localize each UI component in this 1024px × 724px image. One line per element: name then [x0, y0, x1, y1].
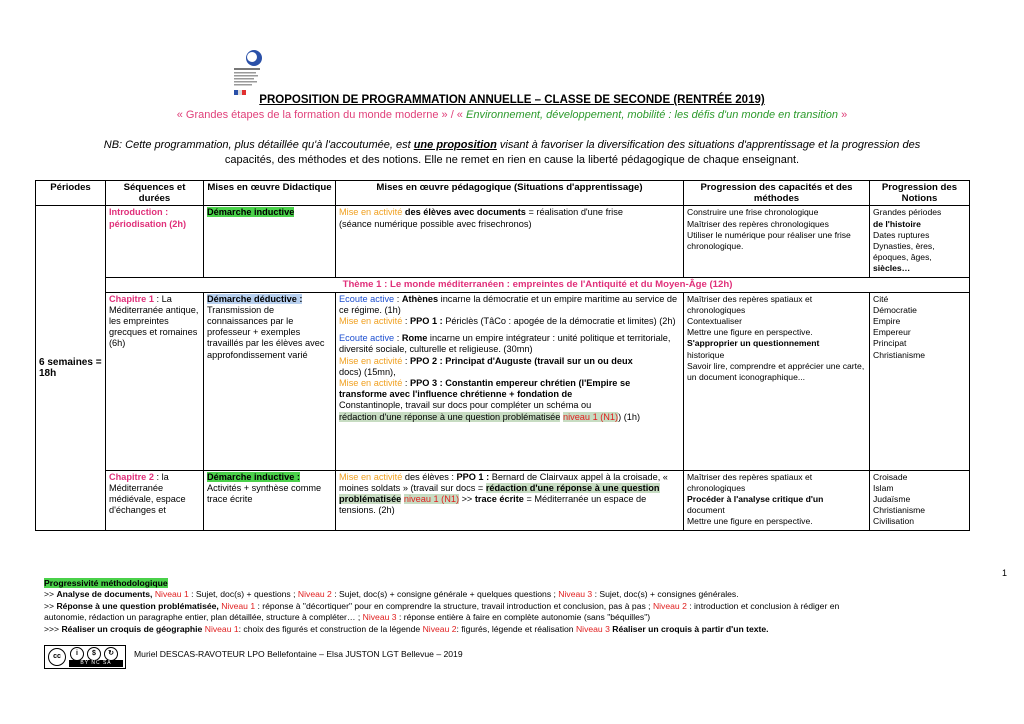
notion-item: Civilisation	[873, 516, 915, 527]
didactic-badge: Démarche déductive :	[207, 293, 303, 304]
table-row	[36, 292, 970, 470]
notion-item: de l'histoire	[873, 218, 921, 229]
capacity-item: Mettre une figure en perspective.	[687, 516, 813, 527]
ped-text: ) (1h)	[618, 411, 641, 422]
capacity-item: Savoir lire, comprendre et apprécier une carte, un document iconographique...	[687, 360, 865, 383]
footer-text: : réponse à "décortiquer" pour en comprendre la structure, travail introduction et conclusion, pas à pas ;	[255, 600, 653, 611]
ped-rest: = réalisation d'une frise	[525, 207, 623, 218]
chap1-capacities	[684, 292, 870, 470]
activity-label: Mise en activité	[339, 471, 403, 482]
didactic-text: Activités + synthèse comme trace écrite	[207, 482, 322, 505]
notion-item: Principat	[873, 338, 907, 349]
page-title: PROPOSITION DE PROGRAMMATION ANNUELLE – CLASSE DE SECONDE (RENTRÉE 2019)	[259, 94, 765, 106]
bullet: >>>	[44, 623, 62, 634]
footer-text: : Sujet, doc(s) + consigne générale + quelques questions ;	[331, 589, 559, 600]
intro-didactic	[204, 206, 336, 278]
notion-item: Empereur	[873, 327, 911, 338]
header-notions: Progression des Notions	[870, 181, 970, 206]
capacity-item: Construire une frise chronologique	[687, 207, 819, 218]
subtitle-history: « Grandes étapes de la formation du monde moderne » / «	[176, 109, 463, 121]
chap2-sequence	[106, 470, 204, 530]
ped-text: incarne un empire intégrateur : unité politique et territoriale, diversité sociale, culturelle et religieuse. (30mn)	[339, 333, 671, 355]
ped-text: Constantinople, travail sur docs pour compléter un schéma ou	[339, 400, 592, 411]
level-label: Niveau 2	[652, 600, 687, 611]
footer-line	[44, 624, 974, 635]
ped-text: Bernard de Clairvaux appel à la croisade, « moines soldats » (travail sur docs =	[339, 471, 668, 493]
level-label: niveau 1 (N1)	[562, 411, 619, 422]
didactic-badge: Démarche inductive :	[207, 471, 300, 482]
level-label: Niveau 3	[362, 612, 397, 623]
capacity-item: Procéder à l'analyse critique d'un	[687, 494, 824, 505]
theme-title: Thème 1 : Le monde méditerranéen : empreintes de l'Antiquité et du Moyen-Âge (12h)	[106, 278, 970, 292]
notion-item: Cité	[873, 293, 889, 304]
methodology-footer	[44, 578, 974, 635]
chapter-label: Chapitre 1	[109, 293, 154, 304]
capacity-item: document	[687, 505, 725, 516]
ped-bold: Athènes	[401, 293, 439, 304]
footer-text: : introduction et conclusion à rédiger en	[686, 600, 840, 611]
activity-label: Mise en activité	[339, 316, 403, 327]
chap2-didactic	[204, 470, 336, 530]
highlight-text: rédaction d'une réponse à une question problématisée	[339, 411, 561, 422]
nb-underlined: une proposition	[413, 139, 497, 151]
didactic-badge: Démarche inductive	[207, 207, 295, 218]
intro-capacities	[684, 206, 870, 278]
method-name: Réaliser un croquis de géographie	[61, 623, 203, 634]
ped-bold: PPO 1 :	[456, 471, 490, 482]
intro-pedagogic	[336, 206, 684, 278]
ped-line2: (séance numérique possible avec frisechronos)	[339, 218, 532, 229]
ped-text: docs) (15mn),	[339, 366, 396, 377]
notion-item: Christianisme	[873, 505, 926, 516]
cc-icon: cc	[48, 648, 66, 666]
authors-credit: Muriel DESCAS-RAVOTEUR LPO Bellefontaine – Elsa JUSTON LGT Bellevue – 2019	[134, 649, 463, 659]
marianne-icon	[226, 46, 268, 100]
notion-item: Grandes périodes	[873, 207, 942, 218]
notion-item: Dates ruptures	[873, 229, 930, 240]
header-capacities: Progression des capacités et des méthodes	[684, 181, 870, 206]
footer-text: : figurés, légende et réalisation	[456, 623, 576, 634]
capacity-item: Maîtriser des repères spatiaux et chronologiques	[687, 471, 813, 493]
notion-item: Christianisme	[873, 349, 926, 360]
chap1-sequence	[106, 292, 204, 470]
notion-item: siècles…	[873, 263, 911, 274]
footer-text: autonomie, rédaction un paragraphe entier, plan détaillée, structure à compléter… ;	[44, 612, 363, 623]
level-label: Niveau 1	[152, 589, 189, 600]
chapter-title: : la Méditerranée médiévale, espace d'échanges et	[109, 471, 186, 516]
notion-item: Dynasties, ères, époques, âges,	[873, 241, 935, 263]
notion-item: Judaïsme	[873, 494, 911, 505]
footer-line	[44, 589, 974, 600]
programming-table	[35, 180, 970, 531]
sa-icon: ↻	[104, 647, 118, 661]
activity-label: Mise en activité	[339, 207, 403, 218]
footer-text: Réaliser un croquis à partir d'un texte.	[609, 623, 769, 634]
chap1-pedagogic: Ecoute active : Athènes incarne la démocratie et un empire maritime au service de ce régime. (1h) Mise en activité : PPO 1 : Périclès (TâCo : apogée de la démocratie et limites) (2h) Ecoute active : Rome incarne un empire intégrateur : unité politique et territoriale, diversité sociale, culturelle et religieuse. (30mn) Mise en activité : PPO 2 : Principat d'Auguste (travail sur un ou deux docs) (15mn), Mise en activité : PPO 3 : Constantin empereur chrétien (l'Empire se transforme avec l'influence chrétienne + fondation de Constantinople, travail sur docs pour compléter un schéma ou rédaction d'une réponse à une question problématisée niveau 1 (N1)) (1h)	[336, 292, 684, 470]
ped-bold: Rome	[401, 333, 428, 344]
header-didactic: Mises en œuvre Didactique	[204, 181, 336, 206]
footer-title: Progressivité méthodologique	[44, 578, 168, 588]
cc-license-badge	[44, 645, 126, 669]
by-icon: i	[70, 647, 84, 661]
chap1-notions	[870, 292, 970, 470]
subtitle-end: »	[841, 109, 848, 121]
listening-label: Ecoute active	[339, 333, 395, 344]
page-number: 1	[1002, 568, 1008, 578]
level-label: Niveau 2	[422, 623, 457, 634]
activity-label: Mise en activité	[339, 355, 403, 366]
capacity-item: Utiliser le numérique pour réaliser une frise chronologique.	[687, 229, 851, 252]
theme-row	[36, 278, 970, 292]
level-label: Niveau 3	[558, 589, 593, 600]
ped-bold: PPO 1 :	[410, 316, 443, 327]
ped-text: Périclès (TâCo : apogée de la démocratie et limites) (2h)	[442, 316, 676, 327]
footer-text: : réponse entière à faire en complète autonomie (sans "béquilles")	[396, 612, 651, 623]
ped-text: incarne la démocratie et un empire maritime au service de ce régime. (1h)	[339, 293, 678, 315]
ministry-logo	[226, 46, 268, 100]
intro-notions	[870, 206, 970, 278]
ped-text: >>	[459, 494, 475, 505]
bullet: >>	[44, 600, 57, 611]
chap2-notions	[870, 470, 970, 530]
capacity-item: Contextualiser	[687, 316, 742, 327]
notion-item: Démocratie	[873, 304, 917, 315]
notion-item: Empire	[873, 316, 901, 327]
footer-text: : Sujet, doc(s) + consignes générales.	[592, 589, 739, 600]
bullet: >>	[44, 589, 57, 600]
header-sequences: Séquences et durées	[106, 181, 204, 206]
notion-item: Croisade	[873, 471, 908, 482]
chapter-title: : La Méditerranée antique, les empreintes grecques et romaines (6h)	[109, 293, 199, 349]
method-name: Analyse de documents,	[56, 589, 153, 600]
ped-text: des élèves :	[402, 471, 457, 482]
header-periods: Périodes	[36, 181, 106, 206]
nb-text-2: visant à favoriser la diversification des situations d'apprentissage et la progression des	[496, 139, 921, 151]
ped-bold: PPO 2 : Principat d'Auguste (travail sur un ou deux	[410, 355, 633, 366]
chap1-didactic	[204, 292, 336, 470]
header-pedagogic: Mises en œuvre pédagogique (Situations d'apprentissage)	[336, 181, 684, 206]
level-label: Niveau 1	[202, 623, 239, 634]
nc-icon: $	[87, 647, 101, 661]
capacity-item: Mettre une figure en perspective.	[687, 327, 813, 338]
ped-text: = Méditerranée un espace de tensions. (2h)	[339, 494, 647, 516]
highlight-text: rédaction d'une réponse à une question problématisée	[339, 482, 660, 505]
level-label: Niveau 3	[575, 623, 610, 634]
footer-line	[44, 601, 974, 624]
period-cell: 6 semaines = 18h	[36, 206, 106, 530]
level-label: niveau 1 (N1)	[403, 494, 460, 505]
capacity-item: Maîtriser des repères chronologiques	[687, 218, 829, 229]
table-row	[36, 206, 970, 278]
chapter-label: Chapitre 2	[109, 471, 154, 482]
nb-text-3: capacités, des méthodes et des notions. Elle ne remet en rien en cause la liberté pédagogique de chaque enseignant.	[224, 154, 800, 166]
footer-text: : Sujet, doc(s) + questions ;	[188, 589, 298, 600]
didactic-text: Transmission de connaissances par le professeur + exemples travaillés par les élèves avec approfondissement varié	[207, 304, 325, 360]
page-subtitle	[0, 109, 1024, 121]
ped-bold: des élèves avec documents	[402, 207, 526, 218]
license-labels: BY NC SA	[69, 660, 123, 667]
method-name: Réponse à une question problématisée,	[56, 600, 219, 611]
table-header-row	[36, 181, 970, 206]
nb-note	[40, 138, 984, 168]
footer-text: : choix des figurés et construction de la légende	[238, 623, 423, 634]
table-row	[36, 470, 970, 530]
chap2-capacities	[684, 470, 870, 530]
listening-label: Ecoute active	[339, 293, 395, 304]
activity-label: Mise en activité	[339, 378, 403, 389]
ped-bold: trace écrite	[474, 494, 524, 505]
intro-sequence: Introduction : périodisation (2h)	[106, 206, 204, 278]
capacity-item: S'approprier un questionnement	[687, 338, 820, 349]
nb-text-1: NB: Cette programmation, plus détaillée qu'à l'accoutumée, est	[103, 139, 414, 151]
chap2-pedagogic	[336, 470, 684, 530]
capacity-item: historique	[687, 349, 725, 360]
notion-item: Islam	[873, 482, 894, 493]
capacity-item: Maîtriser des repères spatiaux et chronologiques	[687, 293, 813, 315]
level-label: Niveau 1	[218, 600, 256, 611]
level-label: Niveau 2	[297, 589, 332, 600]
subtitle-geography: Environnement, développement, mobilité : les défis d'un monde en transition	[466, 109, 839, 121]
ped-bold: PPO 3 : Constantin empereur chrétien (l'Empire se transforme avec l'influence chrétienne + fondation de	[339, 378, 631, 400]
